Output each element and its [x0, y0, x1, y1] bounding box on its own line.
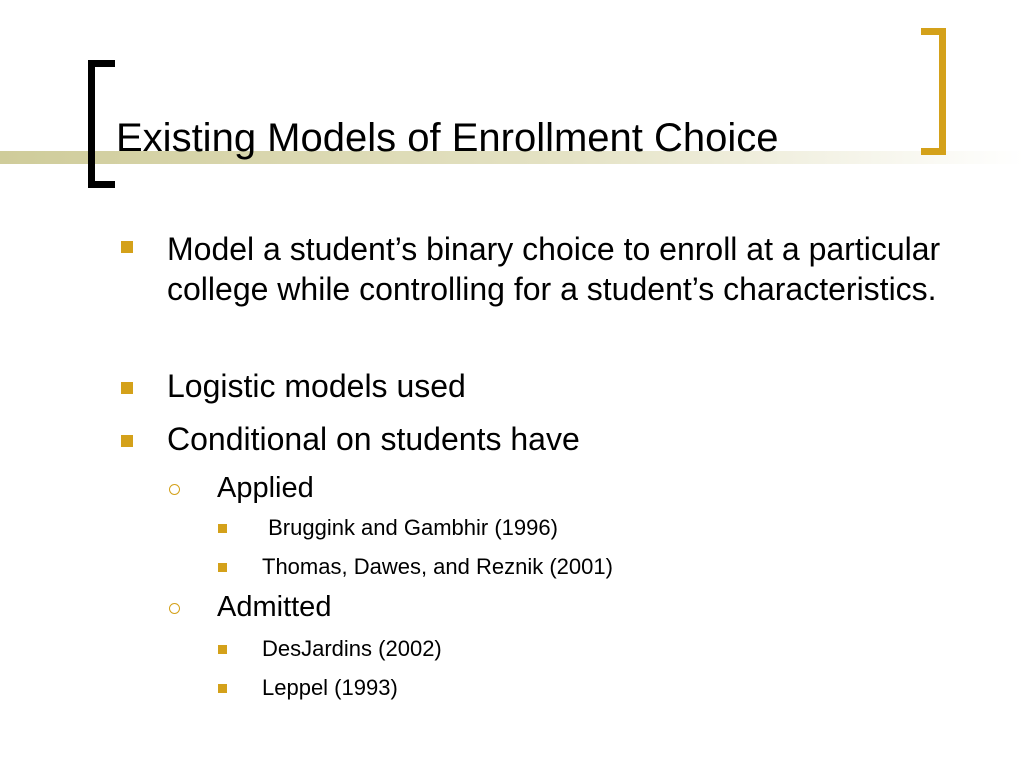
sub-bullet-item: Admitted	[217, 591, 332, 623]
small-square-bullet-icon	[218, 645, 227, 654]
reference-item: Bruggink and Gambhir (1996)	[262, 515, 558, 540]
square-bullet-icon	[121, 382, 133, 394]
ring-bullet-icon	[169, 484, 180, 495]
reference-item: Thomas, Dawes, and Reznik (2001)	[262, 554, 613, 579]
bullet-item: Logistic models used	[167, 368, 466, 404]
bullet-item: Conditional on students have	[167, 421, 580, 457]
small-square-bullet-icon	[218, 563, 227, 572]
reference-item: DesJardins (2002)	[262, 636, 442, 661]
small-square-bullet-icon	[218, 684, 227, 693]
small-square-bullet-icon	[218, 524, 227, 533]
bullet-item: Model a student’s binary choice to enroll at a particular college while controlling for a student’s characteristics.	[167, 231, 941, 307]
square-bullet-icon	[121, 435, 133, 447]
square-bullet-icon	[121, 241, 133, 253]
ring-bullet-icon	[169, 603, 180, 614]
sub-bullet-item: Applied	[217, 472, 314, 504]
reference-item: Leppel (1993)	[262, 675, 398, 700]
slide-title: Existing Models of Enrollment Choice	[116, 116, 779, 160]
